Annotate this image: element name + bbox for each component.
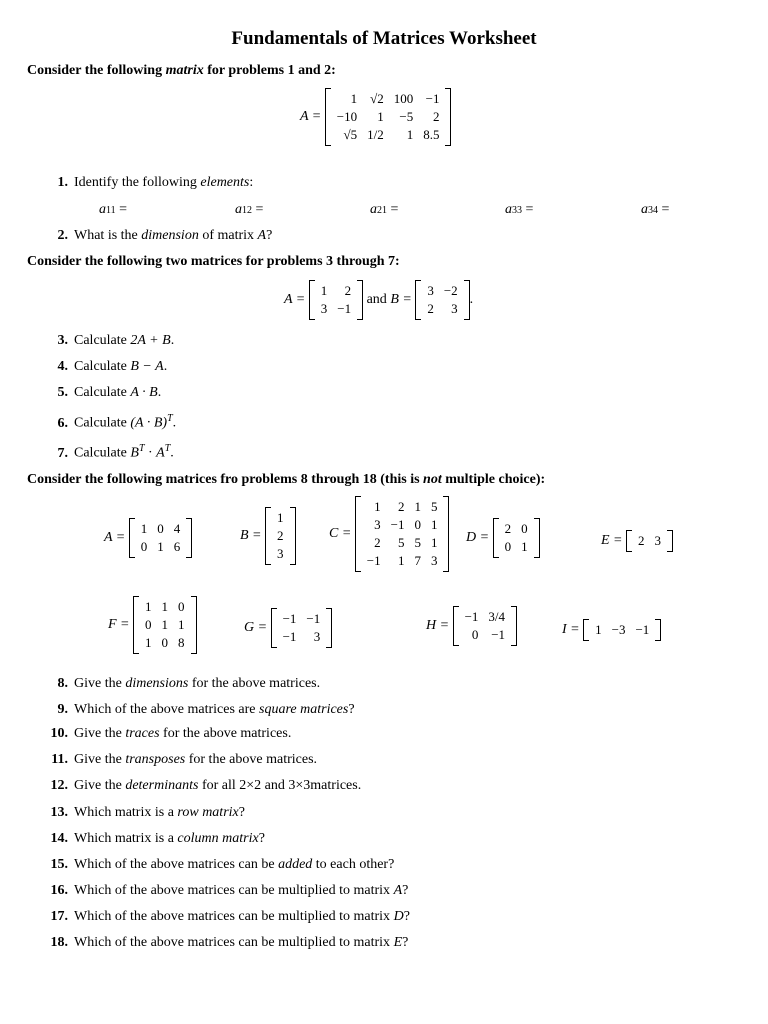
matrix-cell: 5 [397,535,405,550]
matrix-cell: 3 [427,283,434,298]
superscript: T [164,443,171,454]
question-italic: added [278,857,313,872]
question-text: Give the [74,726,126,741]
question-expression: B − A [130,359,164,374]
question-text: ? [238,805,245,820]
question-14 [48,831,265,847]
matrix-cell: 5 [430,499,438,514]
matrix-cell: 1 [277,510,284,525]
matrix-bracket [493,518,540,558]
matrix-cell: −1 [491,627,506,642]
matrix-label: B = [390,292,412,308]
element-equals: = [252,202,264,217]
matrix-A-main [300,88,451,146]
matrix-cell: 1 [161,617,168,632]
question-15 [48,857,394,873]
matrix-cell: √5 [343,127,358,142]
heading-text: Consider the following [27,63,166,78]
matrix-grid [278,610,326,646]
question-text: . [170,445,174,461]
question-italic: transposes [125,752,186,767]
heading-italic: matrix [165,63,204,78]
question-3 [48,333,174,349]
question-variable: A [393,883,403,898]
question-number: 13. [50,805,68,820]
matrix-cell: −2 [443,283,458,298]
element-letter: a [370,202,377,217]
question-text: Calculate [74,333,131,348]
element-letter: a [99,202,106,217]
matrix-bracket [415,280,469,320]
matrix-cell: 4 [173,521,181,536]
matrix-bracket [133,596,197,654]
question-text: Identify the following [74,175,201,190]
matrix-cell: 3 [374,517,381,532]
matrix-cell: −1 [635,622,650,637]
superscript: T [138,443,145,454]
matrix-cell: 1 [140,521,148,536]
section1-heading [27,63,336,79]
and-text: and [366,292,391,308]
question-text: Calculate [74,385,131,400]
matrix-cell: 1 [595,622,602,637]
matrix-cell: 3 [654,533,661,548]
matrix-grid [316,282,356,318]
matrix-cell: 0 [140,539,148,554]
question-text: . [172,415,177,431]
matrix-cell: −10 [336,109,358,124]
question-text: Calculate [74,359,131,374]
matrix-cell: 1 [374,499,381,514]
question-text: ? [258,831,265,846]
matrix-grid [460,608,510,644]
matrix-C [329,496,449,572]
matrix-cell: 2 [638,533,645,548]
matrix-D [466,518,540,558]
matrix-cell: −5 [399,109,414,124]
matrix-bracket [626,530,673,552]
question-8 [48,676,320,692]
matrix-I [562,619,661,641]
question-2 [48,228,272,244]
question-text: for the above matrices. [188,676,321,691]
matrix-bracket [271,608,333,648]
matrix-cell: 6 [173,539,181,554]
element-letter: a [505,202,512,217]
matrix-label: A = [104,530,126,546]
question-expression: 2A + B [130,333,171,348]
question-italic: column matrix [177,831,259,846]
question-italic: row matrix [177,805,239,820]
matrix-grid [590,621,654,639]
matrix-cell: 100 [393,91,414,106]
matrix-cell: 3 [430,553,438,568]
question-text: ? [266,228,273,243]
matrix-A [104,518,192,558]
question-number: 10. [50,726,68,741]
matrix-cell: 1 [521,539,528,554]
question-text: Calculate [74,445,131,461]
question-13 [48,805,245,821]
element-letter: a [235,202,242,217]
question-7 [48,443,174,462]
question-text: : [249,175,254,190]
question-expression: A · B [130,385,158,400]
heading-text: Consider the following matrices fro problems 8 through 18 (this is [27,472,424,487]
question-text: · [144,445,157,461]
matrix-label: C = [329,526,352,542]
question-text: ? [402,883,409,898]
question-1 [48,175,253,191]
matrix-bracket [355,496,450,572]
matrix-cell: 0 [471,627,479,642]
matrix-cell: −1 [282,611,297,626]
question-text: ? [403,909,410,924]
question-text: Which of the above matrices can be multiplied to matrix [74,883,394,898]
question-12 [48,778,361,794]
matrix-cell: 8 [178,635,185,650]
page-title: Fundamentals of Matrices Worksheet [231,28,537,49]
element-equals: = [387,202,399,217]
matrix-cell: 1 [397,553,405,568]
matrix-cell: 0 [157,521,164,536]
matrix-E [601,530,673,552]
question-number: 5. [57,385,68,400]
question-text: Give the [74,778,126,793]
element-equals: = [115,202,128,217]
matrix-bracket [453,606,517,646]
question-italic: elements [200,175,250,190]
matrix-cell: 0 [521,521,528,536]
heading-text: for problems 1 and 2: [203,63,336,78]
matrix-label: E = [601,533,623,549]
heading-text: multiple choice): [441,472,546,487]
matrix-cell: −1 [366,553,381,568]
matrix-cell: 0 [504,539,512,554]
matrix-cell: 1 [430,535,438,550]
question-number: 16. [50,883,68,898]
matrix-cell: −1 [282,629,297,644]
question-expression: B [130,445,139,461]
matrix-cell: 3 [277,546,284,561]
question-number: 15. [50,857,68,872]
question-text: ? [348,702,355,717]
matrix-F [108,596,197,654]
element-a11 [99,202,127,218]
matrix-cell: 1 [178,617,185,632]
element-subscript: 34 [648,205,658,216]
question-number: 7. [57,445,68,461]
matrix-label: I = [562,622,580,638]
matrix-cell: 1 [414,499,421,514]
matrix-cell: 2 [432,109,440,124]
matrix-grid [136,520,186,556]
matrix-label: A = [284,292,306,308]
question-text: Calculate [74,415,131,431]
matrix-cell: 1 [350,91,358,106]
question-5 [48,385,161,401]
matrix-cell: 2 [344,283,352,298]
matrix-grid [362,498,443,570]
question-text: Which matrix is a [74,831,178,846]
question-expression: A [156,445,165,461]
question-text: . [157,385,162,400]
matrix-pair-AB [284,280,473,320]
matrix-cell: 3 [320,301,328,316]
matrix-bracket [309,280,363,320]
question-text: Which of the above matrices can be multiplied to matrix [74,909,394,924]
question-text: . [170,333,175,348]
question-number: 9. [57,702,68,717]
matrix-cell: 2 [397,499,405,514]
question-number: 18. [50,935,68,950]
question-italic: dimensions [125,676,189,691]
matrix-cell: 1 [430,517,438,532]
matrix-cell: 1 [377,109,384,124]
question-18 [48,935,408,951]
question-text: Which of the above matrices can be multiplied to matrix [74,935,394,950]
question-text: Which of the above matrices are [74,702,260,717]
superscript: T [167,413,173,424]
question-math: 2×2 [239,778,262,793]
question-text: to each other? [312,857,395,872]
matrix-grid [332,90,445,144]
matrix-cell: 1 [161,599,168,614]
matrix-cell: 2 [504,521,512,536]
question-number: 2. [57,228,68,243]
matrix-cell: 1 [157,539,164,554]
question-text: Give the [74,676,126,691]
question-number: 3. [57,333,68,348]
element-equals: = [658,202,670,217]
matrix-grid [272,509,289,563]
matrix-bracket [265,507,296,565]
matrix-cell: −3 [611,622,626,637]
matrix-cell: 3/4 [488,609,506,624]
question-text: . [163,359,168,374]
matrix-cell: 0 [161,635,168,650]
question-number: 12. [50,778,68,793]
matrix-cell: 0 [178,599,185,614]
matrix-cell: 3 [451,301,458,316]
question-text: Which of the above matrices can be [74,857,279,872]
section3-heading [27,472,545,488]
matrix-cell: 1 [320,283,328,298]
question-text: What is the [74,228,142,243]
matrix-G [244,608,332,648]
question-text: Give the [74,752,126,767]
question-text: for the above matrices. [185,752,318,767]
question-text: for the above matrices. [159,726,292,741]
element-a12 [235,202,263,218]
question-number: 11. [51,752,68,767]
heading-italic: not [423,472,442,487]
matrix-cell: 0 [414,517,421,532]
matrix-bracket [325,88,452,146]
matrix-cell: 0 [145,617,152,632]
element-subscript: 33 [512,205,522,216]
matrix-cell: 2 [277,528,284,543]
matrix-grid [500,520,533,556]
period: . [469,292,474,308]
matrix-grid [140,598,190,652]
question-number: 8. [57,676,68,691]
question-4 [48,359,167,375]
question-variable: E [393,935,403,950]
question-9 [48,702,355,718]
element-subscript: 12 [242,205,252,216]
question-number: 17. [50,909,68,924]
matrix-bracket [583,619,661,641]
question-math: 3×3 [288,778,311,793]
matrix-label: D = [466,530,490,546]
question-variable: D [393,909,404,924]
question-italic: square matrices [259,702,349,717]
matrix-cell: 5 [414,535,421,550]
element-subscript: 21 [377,205,387,216]
matrix-cell: −1 [425,91,440,106]
question-italic: traces [125,726,160,741]
matrix-label: H = [426,618,450,634]
question-italic: dimension [141,228,199,243]
element-a21 [370,202,398,218]
question-text: for all [198,778,240,793]
matrix-cell: √2 [370,91,384,106]
element-equals: = [522,202,534,217]
question-11 [48,752,317,768]
matrix-label: B = [240,528,262,544]
question-number: 14. [50,831,68,846]
question-text: matrices. [310,778,362,793]
matrix-bracket [129,518,193,558]
question-expression: (A · B) [130,415,168,431]
question-variable: A [257,228,267,243]
element-subscript: 11 [106,205,116,216]
question-6 [48,413,176,432]
matrix-cell: 1 [145,599,152,614]
matrix-H [426,606,517,646]
matrix-cell: 2 [427,301,434,316]
question-number: 4. [57,359,68,374]
question-number: 1. [57,175,68,190]
matrix-grid [633,532,666,550]
matrix-cell: 8.5 [423,127,440,142]
element-letter: a [641,202,648,217]
matrix-cell: 1 [145,635,152,650]
matrix-cell: 3 [313,629,321,644]
question-italic: determinants [125,778,199,793]
matrix-cell: 2 [374,535,381,550]
element-a33 [505,202,533,218]
matrix-cell: −1 [337,301,352,316]
section2-heading: Consider the following two matrices for problems 3 through 7: [27,254,400,269]
matrix-cell: 7 [414,553,421,568]
matrix-cell: −1 [390,517,405,532]
question-text: of matrix [198,228,258,243]
matrix-label: A = [300,109,322,125]
matrix-cell: −1 [464,609,479,624]
question-text: ? [402,935,409,950]
question-text: Which matrix is a [74,805,178,820]
matrix-B [240,507,296,565]
matrix-cell: −1 [306,611,321,626]
matrix-label: F = [108,617,130,633]
question-10 [48,726,291,742]
element-a34 [641,202,669,218]
question-text: and [261,778,289,793]
question-16 [48,883,408,899]
matrix-grid [422,282,462,318]
question-number: 6. [57,415,68,431]
matrix-cell: 1 [406,127,414,142]
question-17 [48,909,410,925]
matrix-cell: 1/2 [367,127,384,142]
matrix-label: G = [244,620,268,636]
